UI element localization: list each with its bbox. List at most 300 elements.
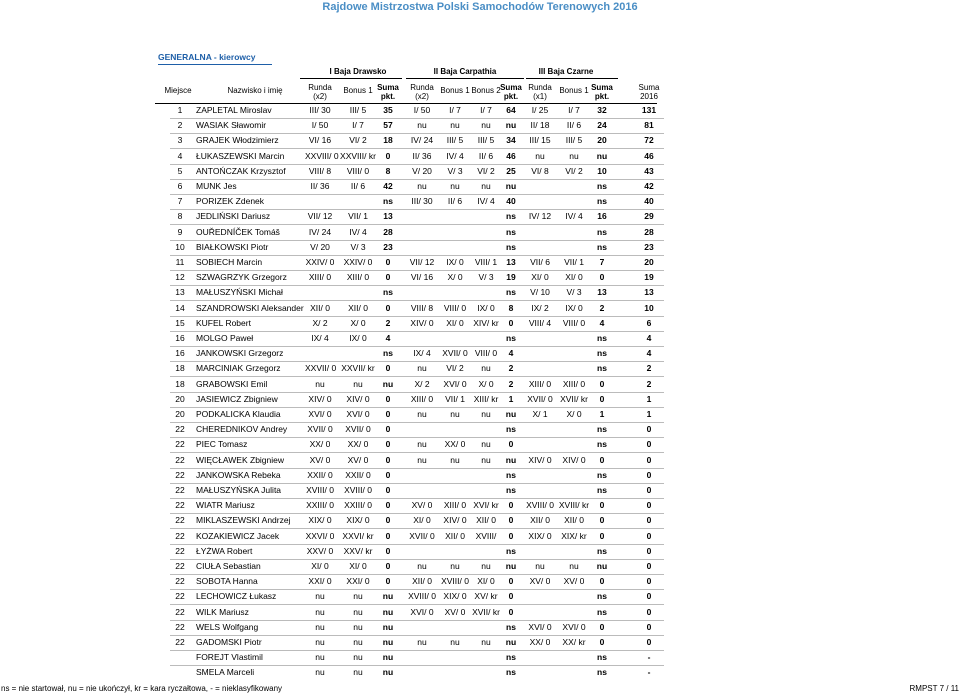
cell-driver-name: SOBIECH Marcin: [196, 257, 263, 267]
cell-season-total: 72: [644, 135, 654, 145]
cell-round3-sum: 7: [599, 257, 605, 267]
table-row: [0, 666, 960, 678]
cell-place: 16: [175, 333, 185, 343]
cell-round1-result: V/ 20: [310, 242, 330, 252]
cell-round1-result: XXIII/ 0: [306, 500, 334, 510]
cell-place: 3: [177, 135, 183, 145]
cell-round1-result: XXVIII/ 0: [305, 151, 339, 161]
cell-place: 7: [177, 196, 183, 206]
col-r1-mult: (x2): [313, 92, 327, 101]
col-place: Miejsce: [164, 86, 192, 95]
cell-round2-sum: 0: [508, 318, 514, 328]
cell-season-total: 0: [646, 439, 652, 449]
cell-round2-sum: 40: [506, 196, 516, 206]
col-r3: [524, 83, 556, 101]
cell-round1-result: XVI/ 0: [308, 409, 332, 419]
cell-round3-sum: ns: [597, 333, 607, 343]
cell-round3-sum: 0: [599, 637, 605, 647]
cell-place: 22: [175, 439, 185, 449]
cell-place: 18: [175, 379, 185, 389]
cell-round2-result: XVI/ 0: [410, 607, 434, 617]
cell-round1-result: X/ 2: [312, 318, 328, 328]
cell-round3-result: VIII/ 4: [528, 318, 552, 328]
cell-round3-sum: 20: [597, 135, 607, 145]
cell-round2-bonus2: XVIII/: [475, 531, 497, 541]
cell-driver-name: JANKOWSKI Grzegorz: [196, 348, 284, 358]
cell-round1-bonus: nu: [353, 637, 363, 647]
cell-round1-bonus: XXIV/ 0: [343, 257, 373, 267]
cell-round2-result: nu: [417, 455, 427, 465]
cell-round2-bonus1: XV/ 0: [444, 607, 466, 617]
cell-round1-sum: nu: [382, 607, 394, 617]
page-number: RMPST 7 / 11: [909, 684, 959, 693]
cell-round1-result: nu: [315, 667, 325, 677]
col-r1: [305, 83, 335, 101]
cell-round1-sum: 0: [385, 303, 391, 313]
cell-round3-sum: ns: [597, 181, 607, 191]
cell-round2-bonus2: IV/ 4: [477, 196, 495, 206]
cell-season-total: 0: [646, 637, 652, 647]
row-separator: [170, 224, 664, 225]
cell-round3-bonus: XVII/ kr: [560, 394, 588, 404]
cell-driver-name: CHEREDNIKOV Andrey: [196, 424, 288, 434]
cell-driver-name: OUŘEDNÍČEK Tomáš: [196, 227, 280, 237]
row-separator: [170, 300, 664, 301]
cell-round3-bonus: VII/ 1: [564, 257, 584, 267]
cell-driver-name: WELS Wolfgang: [196, 622, 259, 632]
col-s1: [375, 83, 401, 101]
cell-round3-bonus: II/ 6: [566, 120, 582, 130]
cell-round2-result: nu: [417, 561, 427, 571]
col-b3: Bonus 1: [559, 86, 589, 95]
cell-round2-sum: 0: [508, 439, 514, 449]
table-row: [0, 362, 960, 374]
cell-round1-sum: 0: [385, 470, 391, 480]
cell-season-total: 13: [644, 287, 654, 297]
table-row: [0, 484, 960, 496]
cell-place: 1: [177, 105, 183, 115]
cell-round1-sum: 0: [385, 515, 391, 525]
col-name: Nazwisko i imię: [227, 86, 283, 95]
cell-round3-sum: 0: [599, 500, 605, 510]
cell-round3-result: XIX/ 0: [528, 531, 552, 541]
cell-round3-sum: 0: [599, 379, 605, 389]
cell-round1-result: nu: [315, 591, 325, 601]
cell-round2-sum: 25: [506, 166, 516, 176]
cell-place: 22: [175, 576, 185, 586]
cell-place: 18: [175, 363, 185, 373]
cell-round2-bonus1: XI/ 0: [446, 318, 464, 328]
cell-round2-sum: 13: [506, 257, 516, 267]
cell-round2-result: XII/ 0: [412, 576, 432, 586]
col-s3: [589, 83, 615, 101]
cell-round2-sum: 34: [506, 135, 516, 145]
cell-round2-sum: 4: [508, 348, 514, 358]
cell-round2-sum: nu: [505, 561, 517, 571]
table-row: [0, 165, 960, 177]
cell-round1-bonus: XIII/ 0: [346, 272, 370, 282]
cell-round1-bonus: III/ 5: [349, 105, 367, 115]
cell-round2-bonus2: XVI/ kr: [473, 500, 499, 510]
cell-round3-sum: 0: [599, 576, 605, 586]
cell-round1-bonus: X/ 0: [350, 318, 366, 328]
cell-round3-sum: 2: [599, 303, 605, 313]
cell-round3-result: II/ 18: [530, 120, 550, 130]
row-separator: [170, 604, 664, 605]
cell-season-total: 0: [646, 531, 652, 541]
cell-round1-sum: 28: [383, 227, 393, 237]
cell-driver-name: JEDLIŃSKI Dariusz: [196, 211, 271, 221]
table-row: [0, 606, 960, 618]
cell-round1-result: III/ 30: [309, 105, 331, 115]
cell-round1-bonus: XII/ 0: [348, 303, 368, 313]
cell-round2-bonus1: XVIII/ 0: [441, 576, 469, 586]
cell-round1-result: nu: [315, 652, 325, 662]
cell-round3-sum: 32: [597, 105, 607, 115]
cell-season-total: 1: [646, 394, 652, 404]
row-separator: [170, 148, 664, 149]
cell-round1-result: XV/ 0: [309, 455, 331, 465]
cell-round3-sum: ns: [597, 652, 607, 662]
cell-round2-bonus2: IX/ 0: [477, 303, 495, 313]
cell-round3-sum: ns: [597, 348, 607, 358]
cell-round1-bonus: IV/ 4: [349, 227, 367, 237]
cell-driver-name: MAŁUSZYŃSKA Julita: [196, 485, 282, 495]
cell-place: 22: [175, 500, 185, 510]
cell-round3-sum: ns: [597, 607, 607, 617]
cell-round3-result: IV/ 12: [528, 211, 552, 221]
cell-round2-bonus1: XVI/ 0: [443, 379, 467, 389]
cell-round2-sum: ns: [506, 470, 516, 480]
cell-round3-sum: ns: [597, 424, 607, 434]
cell-place: 9: [177, 227, 183, 237]
cell-place: 11: [175, 257, 185, 267]
cell-round2-sum: 0: [508, 607, 514, 617]
table-row: [0, 286, 960, 298]
cell-driver-name: GADOMSKI Piotr: [196, 637, 262, 647]
cell-round3-result: nu: [535, 561, 545, 571]
cell-round3-sum: ns: [597, 242, 607, 252]
cell-round1-bonus: XIX/ 0: [346, 515, 370, 525]
table-row: [0, 636, 960, 648]
cell-round2-bonus1: XIII/ 0: [443, 500, 467, 510]
col-r1-label: Runda: [308, 83, 332, 92]
cell-round3-sum: ns: [597, 470, 607, 480]
cell-round3-result: VII/ 6: [530, 257, 550, 267]
table-row: [0, 302, 960, 314]
cell-season-total: 29: [644, 211, 654, 221]
table-row: [0, 621, 960, 633]
cell-round2-result: nu: [417, 409, 427, 419]
cell-round1-sum: nu: [382, 622, 394, 632]
table-row: [0, 256, 960, 268]
cell-season-total: 42: [644, 181, 654, 191]
cell-place: 8: [177, 211, 183, 221]
cell-round1-sum: 0: [385, 500, 391, 510]
cell-round2-sum: ns: [506, 211, 516, 221]
cell-round2-bonus2: XIII/ kr: [473, 394, 499, 404]
cell-round3-result: XVIII/ 0: [526, 500, 554, 510]
cell-round1-sum: 13: [383, 211, 393, 221]
cell-round1-result: nu: [315, 637, 325, 647]
cell-place: 15: [175, 318, 185, 328]
cell-round1-result: XX/ 0: [309, 439, 331, 449]
cell-season-total: 1: [646, 409, 652, 419]
cell-season-total: 2: [646, 363, 652, 373]
cell-round2-result: IX/ 4: [413, 348, 431, 358]
cell-round2-sum: 0: [508, 591, 514, 601]
cell-round1-result: XIX/ 0: [308, 515, 332, 525]
cell-season-total: 0: [646, 485, 652, 495]
table-row: [0, 134, 960, 146]
col-s2: [498, 83, 524, 101]
col-s3-unit: pkt.: [594, 92, 610, 101]
cell-round2-bonus1: VI/ 2: [446, 363, 464, 373]
cell-round1-bonus: XVIII/ 0: [344, 485, 372, 495]
cell-season-total: 4: [646, 348, 652, 358]
cell-round1-bonus: nu: [353, 607, 363, 617]
cell-round3-result: XX/ 0: [529, 637, 551, 647]
cell-season-total: 43: [644, 166, 654, 176]
cell-season-total: 0: [646, 561, 652, 571]
cell-round2-bonus1: XVII/ 0: [442, 348, 468, 358]
cell-round1-result: XXI/ 0: [308, 576, 332, 586]
cell-round1-sum: nu: [382, 637, 394, 647]
cell-round2-sum: ns: [506, 333, 516, 343]
footer-legend: ns = nie startował, nu = nie ukończył, kr = kara ryczałtowa, - = nieklasyfikowany: [1, 684, 283, 693]
table-row: [0, 423, 960, 435]
cell-round3-sum: 16: [597, 211, 607, 221]
cell-round1-result: XXII/ 0: [307, 470, 333, 480]
cell-round2-bonus1: nu: [450, 120, 460, 130]
cell-round1-bonus: XI/ 0: [349, 561, 367, 571]
cell-round1-bonus: XXVI/ kr: [342, 531, 374, 541]
cell-round2-sum: nu: [505, 637, 517, 647]
cell-round3-result: XII/ 0: [530, 515, 550, 525]
cell-round2-sum: 19: [506, 272, 516, 282]
cell-round3-result: I/ 25: [531, 105, 549, 115]
col-s1-unit: pkt.: [380, 92, 396, 101]
cell-round1-sum: nu: [382, 591, 394, 601]
cell-round2-result: XI/ 0: [413, 515, 431, 525]
cell-round2-sum: ns: [506, 242, 516, 252]
table-row: [0, 226, 960, 238]
cell-round1-sum: nu: [382, 379, 394, 389]
cell-place: 22: [175, 485, 185, 495]
table-row: [0, 499, 960, 511]
event-header-1: I Baja Drawsko: [329, 67, 387, 76]
cell-round1-bonus: XVI/ 0: [346, 409, 370, 419]
cell-round2-sum: nu: [505, 120, 517, 130]
cell-round1-bonus: VI/ 2: [349, 135, 367, 145]
cell-round1-sum: 8: [385, 166, 391, 176]
cell-round3-sum: 0: [599, 515, 605, 525]
cell-driver-name: CIUŁA Sebastian: [196, 561, 261, 571]
cell-round1-result: XVII/ 0: [307, 424, 333, 434]
cell-round2-bonus2: XI/ 0: [477, 576, 495, 586]
cell-round1-sum: 0: [385, 272, 391, 282]
cell-round1-result: nu: [315, 379, 325, 389]
cell-round2-result: X/ 2: [414, 379, 430, 389]
cell-round2-result: nu: [417, 181, 427, 191]
cell-place: 20: [175, 409, 185, 419]
cell-round2-sum: ns: [506, 667, 516, 677]
cell-round1-result: IX/ 4: [311, 333, 329, 343]
table-row: [0, 104, 960, 116]
cell-season-total: 4: [646, 333, 652, 343]
cell-season-total: 0: [646, 455, 652, 465]
cell-round2-result: V/ 20: [412, 166, 432, 176]
cell-driver-name: SZWAGRZYK Grzegorz: [196, 272, 287, 282]
cell-driver-name: MUNK Jes: [196, 181, 237, 191]
cell-round1-bonus: XX/ 0: [347, 439, 369, 449]
cell-round3-bonus: VI/ 2: [565, 166, 583, 176]
col-r2-label: Runda: [410, 83, 434, 92]
cell-driver-name: MIKLASZEWSKI Andrzej: [196, 515, 291, 525]
cell-round1-result: VIII/ 8: [308, 166, 332, 176]
cell-round2-bonus2: XVII/ kr: [472, 607, 500, 617]
cell-season-total: 131: [641, 105, 657, 115]
cell-round1-sum: 0: [385, 409, 391, 419]
cell-round2-bonus2: XV/ kr: [474, 591, 498, 601]
cell-round2-sum: 46: [506, 151, 516, 161]
cell-place: 22: [175, 531, 185, 541]
cell-driver-name: JANKOWSKA Rebeka: [196, 470, 281, 480]
cell-driver-name: ANTOŃCZAK Krzysztof: [196, 166, 286, 176]
cell-round1-sum: 0: [385, 439, 391, 449]
cell-place: 4: [177, 151, 183, 161]
cell-round2-sum: 64: [506, 105, 516, 115]
cell-driver-name: KOZAKIEWICZ Jacek: [196, 531, 280, 541]
cell-round1-sum: 0: [385, 576, 391, 586]
cell-round3-bonus: XII/ 0: [564, 515, 584, 525]
cell-round2-bonus2: VI/ 2: [477, 166, 495, 176]
cell-place: 22: [175, 515, 185, 525]
cell-round2-sum: ns: [506, 652, 516, 662]
cell-round3-result: VI/ 8: [531, 166, 549, 176]
col-s2-unit: pkt.: [503, 92, 519, 101]
cell-round3-bonus: IX/ 0: [565, 303, 583, 313]
cell-round3-result: nu: [535, 151, 545, 161]
cell-place: 10: [175, 242, 185, 252]
cell-round1-bonus: VIII/ 0: [346, 166, 370, 176]
cell-round1-bonus: XV/ 0: [347, 455, 369, 465]
cell-round1-bonus: XXIII/ 0: [344, 500, 372, 510]
col-r3-mult: (x1): [533, 92, 547, 101]
table-row: [0, 317, 960, 329]
cell-round3-sum: 0: [599, 394, 605, 404]
cell-round1-bonus: nu: [353, 652, 363, 662]
cell-season-total: -: [647, 667, 651, 677]
cell-round3-bonus: XVI/ 0: [562, 622, 586, 632]
cell-round2-sum: 0: [508, 500, 514, 510]
cell-season-total: 0: [646, 591, 652, 601]
cell-round2-result: nu: [417, 637, 427, 647]
cell-round3-sum: ns: [597, 363, 607, 373]
cell-season-total: 20: [644, 257, 654, 267]
cell-round2-bonus2: nu: [481, 455, 491, 465]
cell-round3-sum: ns: [597, 667, 607, 677]
table-row: [0, 332, 960, 344]
cell-round2-sum: 0: [508, 515, 514, 525]
cell-round3-result: III/ 15: [529, 135, 551, 145]
cell-season-total: 0: [646, 607, 652, 617]
cell-round3-bonus: XIII/ 0: [562, 379, 586, 389]
cell-place: 13: [175, 287, 185, 297]
cell-round2-bonus1: VIII/ 0: [443, 303, 467, 313]
cell-round2-bonus1: V/ 3: [447, 166, 463, 176]
cell-round1-result: XXVII/ 0: [305, 363, 337, 373]
cell-round2-bonus1: II/ 6: [447, 196, 463, 206]
cell-driver-name: GRABOWSKI Emil: [196, 379, 268, 389]
cell-round1-sum: ns: [383, 196, 393, 206]
cell-round1-bonus: XXVII/ kr: [341, 363, 375, 373]
table-row: [0, 469, 960, 481]
cell-driver-name: SZANDROWSKI Aleksander: [196, 303, 304, 313]
cell-round2-bonus1: X/ 0: [447, 272, 463, 282]
cell-driver-name: LECHOWICZ Łukasz: [196, 591, 277, 601]
cell-round1-result: VI/ 16: [308, 135, 332, 145]
cell-season-total: 40: [644, 196, 654, 206]
cell-round1-sum: ns: [383, 287, 393, 297]
cell-round3-sum: 0: [599, 272, 605, 282]
col-b1: Bonus 1: [343, 86, 373, 95]
cell-round2-bonus1: IX/ 0: [446, 257, 464, 267]
cell-round3-result: XI/ 0: [531, 272, 549, 282]
cell-round2-sum: 0: [508, 576, 514, 586]
cell-round2-sum: nu: [505, 181, 517, 191]
event-underline-1: [300, 78, 402, 79]
event-header-2: II Baja Carpathia: [433, 67, 497, 76]
cell-round2-result: XV/ 0: [411, 500, 433, 510]
cell-round1-result: II/ 36: [310, 181, 330, 191]
cell-round2-bonus1: VII/ 1: [445, 394, 465, 404]
cell-driver-name: WIĘCŁAWEK Zbigniew: [196, 455, 285, 465]
cell-round2-bonus1: XII/ 0: [445, 531, 465, 541]
cell-round2-result: II/ 36: [412, 151, 432, 161]
cell-round1-result: I/ 50: [311, 120, 329, 130]
cell-round2-bonus1: III/ 5: [446, 135, 464, 145]
cell-round3-bonus: XX/ kr: [562, 637, 586, 647]
cell-place: 20: [175, 394, 185, 404]
cell-round1-bonus: nu: [353, 667, 363, 677]
cell-round2-bonus2: nu: [481, 439, 491, 449]
cell-round1-bonus: XXVIII/ kr: [340, 151, 376, 161]
cell-round1-sum: 42: [383, 181, 393, 191]
cell-round1-bonus: XVII/ 0: [345, 424, 371, 434]
table-row: [0, 408, 960, 420]
cell-round1-sum: 0: [385, 531, 391, 541]
cell-round1-result: XIII/ 0: [308, 272, 332, 282]
cell-round1-sum: 0: [385, 546, 391, 556]
col-s2-label: Suma: [500, 83, 522, 92]
table-row: [0, 575, 960, 587]
cell-round3-bonus: XIX/ kr: [561, 531, 587, 541]
cell-round3-bonus: V/ 3: [566, 287, 582, 297]
table-row: [0, 378, 960, 390]
cell-driver-name: MOLGO Paweł: [196, 333, 254, 343]
cell-round3-sum: 0: [599, 455, 605, 465]
cell-round1-sum: 57: [383, 120, 393, 130]
cell-round1-bonus: XXI/ 0: [346, 576, 370, 586]
cell-round1-bonus: XXII/ 0: [345, 470, 371, 480]
cell-driver-name: SMELA Marceli: [196, 667, 255, 677]
cell-round2-result: VIII/ 8: [410, 303, 434, 313]
cell-place: 6: [177, 181, 183, 191]
cell-place: 22: [175, 637, 185, 647]
cell-round2-bonus2: II/ 6: [478, 151, 494, 161]
cell-round1-result: nu: [315, 622, 325, 632]
